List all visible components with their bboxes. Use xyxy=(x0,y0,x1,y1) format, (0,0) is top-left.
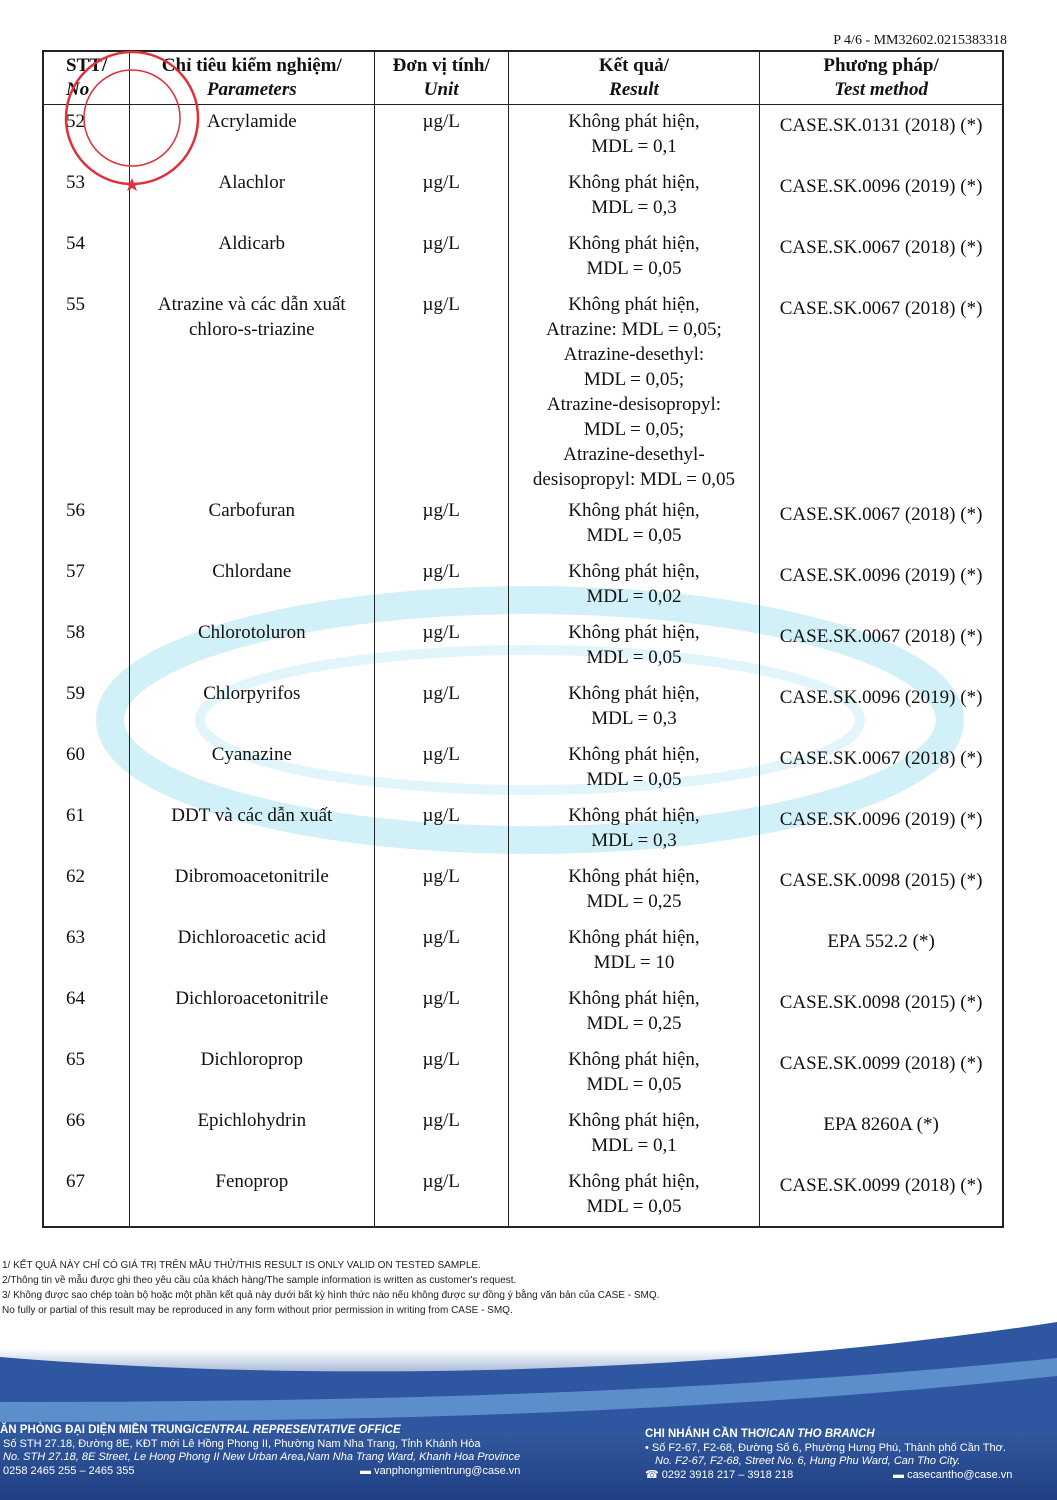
table-row xyxy=(43,105,1003,167)
result-line: MDL = 0,02 xyxy=(586,586,682,607)
result-line: Không phát hiện, xyxy=(568,111,700,132)
parameter-cell xyxy=(130,494,375,555)
method-cell: EPA 8260A (*) xyxy=(760,1104,1003,1165)
result-line: MDL = 0,05 xyxy=(586,525,682,546)
unit-cell: µg/L xyxy=(374,105,508,167)
result-line: Không phát hiện, xyxy=(568,927,700,948)
result-line: Không phát hiện, xyxy=(568,1110,700,1131)
result-line: Atrazine-desisopropyl: xyxy=(546,394,722,415)
unit-cell: µg/L xyxy=(374,1104,508,1165)
table-row xyxy=(43,288,1003,494)
row-number: 54 xyxy=(43,227,130,288)
central-office xyxy=(0,1424,533,1478)
parameter-cell xyxy=(130,227,375,288)
header-vi: Chỉ tiêu kiểm nghiệm/ xyxy=(161,55,342,76)
parameter-name: Dichloroacetic acid xyxy=(177,927,326,948)
unit-cell: µg/L xyxy=(374,616,508,677)
result-line: Không phát hiện, xyxy=(568,1049,700,1070)
table-row xyxy=(43,1104,1003,1165)
result-line: MDL = 0,25 xyxy=(586,891,682,912)
row-number: 67 xyxy=(43,1165,130,1227)
parameter-name: Fenoprop xyxy=(215,1171,289,1192)
parameter-cell xyxy=(130,1165,375,1227)
result-line: MDL = 10 xyxy=(593,952,675,973)
parameter-name: Atrazine và các dẫn xuất xyxy=(157,294,346,315)
parameter-name: Dichloroacetonitrile xyxy=(175,988,329,1009)
header-en: Unit xyxy=(423,79,459,100)
parameter-cell xyxy=(130,860,375,921)
header-en: No xyxy=(66,79,90,100)
footnotes xyxy=(2,1258,659,1318)
table-row xyxy=(43,616,1003,677)
parameter-cell xyxy=(130,105,375,167)
branch-title-en: CAN THO BRANCH xyxy=(769,1428,875,1440)
office-email[interactable]: ▬ vanphongmientrung@case.vn xyxy=(360,1464,521,1477)
result-cell xyxy=(508,860,759,921)
branch-address: Số F2-67, F2-68, Đường Số 6, Phường Hưng Phú, Thành phố Cần Thơ. xyxy=(651,1441,1006,1454)
method-cell: CASE.SK.0099 (2018) (*) xyxy=(760,1043,1003,1104)
row-number: 61 xyxy=(43,799,130,860)
branch-title: CHI NHÁNH CẦN THƠ/ xyxy=(645,1428,770,1440)
table-row xyxy=(43,799,1003,860)
result-line: desisopropyl: MDL = 0,05 xyxy=(532,469,736,490)
method-cell: CASE.SK.0096 (2019) (*) xyxy=(760,555,1003,616)
result-line: MDL = 0,05; xyxy=(583,369,685,390)
method-cell: CASE.SK.0067 (2018) (*) xyxy=(760,288,1003,494)
row-number: 60 xyxy=(43,738,130,799)
table-row xyxy=(43,494,1003,555)
branch-address-en: No. F2-67, F2-68, Street No. 6, Hung Phu Ward, Can Tho City. xyxy=(655,1455,961,1467)
office-phone: 0258 2465 255 – 2465 355 xyxy=(3,1464,135,1477)
column-header xyxy=(43,51,130,105)
result-line: MDL = 0,25 xyxy=(586,1013,682,1034)
parameter-cell xyxy=(130,1104,375,1165)
row-number: 58 xyxy=(43,616,130,677)
result-line: Không phát hiện, xyxy=(568,622,700,643)
unit-cell: µg/L xyxy=(374,166,508,227)
result-cell xyxy=(508,982,759,1043)
unit-cell: µg/L xyxy=(374,921,508,982)
cantho-branch xyxy=(645,1428,1015,1482)
method-cell: EPA 552.2 (*) xyxy=(760,921,1003,982)
parameter-cell xyxy=(130,677,375,738)
parameter-name: Chlorpyrifos xyxy=(203,683,301,704)
result-line: Không phát hiện, xyxy=(568,988,700,1009)
result-line: Không phát hiện, xyxy=(568,500,700,521)
parameter-name: Epichlohydrin xyxy=(197,1110,307,1131)
row-number: 66 xyxy=(43,1104,130,1165)
result-cell xyxy=(508,555,759,616)
header-en: Parameters xyxy=(206,79,297,100)
method-cell: CASE.SK.0099 (2018) (*) xyxy=(760,1165,1003,1227)
result-line: Không phát hiện, xyxy=(568,683,700,704)
row-number: 57 xyxy=(43,555,130,616)
unit-cell: µg/L xyxy=(374,288,508,494)
unit-cell: µg/L xyxy=(374,982,508,1043)
table-row xyxy=(43,982,1003,1043)
result-cell xyxy=(508,738,759,799)
method-cell: CASE.SK.0067 (2018) (*) xyxy=(760,227,1003,288)
parameter-name: Aldicarb xyxy=(218,233,286,254)
result-line: Atrazine-desethyl- xyxy=(563,444,705,465)
result-cell xyxy=(508,799,759,860)
result-line: MDL = 0,1 xyxy=(591,136,677,157)
header-vi: Đơn vị tính/ xyxy=(392,55,490,76)
result-line: Không phát hiện, xyxy=(568,1171,700,1192)
parameter-cell xyxy=(130,616,375,677)
table-row xyxy=(43,555,1003,616)
parameter-cell xyxy=(130,1043,375,1104)
parameter-name: Alachlor xyxy=(218,172,286,193)
method-cell: CASE.SK.0067 (2018) (*) xyxy=(760,738,1003,799)
wave-decoration xyxy=(0,1322,1057,1432)
parameter-cell xyxy=(130,555,375,616)
note: 3/ Không được sao chép toàn bộ hoặc một phần kết quả này dưới bất kỳ hình thức nào nếu không được sự đồng ý bằng văn bản của CASE - SMQ. xyxy=(2,1290,660,1301)
column-header xyxy=(130,51,375,105)
office-address-en: No. STH 27.18, 8E Street, Le Hong Phong II New Urban Area,Nam Nha Trang Ward, Khanh Hoa Province xyxy=(3,1451,521,1463)
row-number: 55 xyxy=(43,288,130,494)
result-cell xyxy=(508,227,759,288)
parameter-cell xyxy=(130,738,375,799)
parameter-name: Cyanazine xyxy=(211,744,292,765)
note: 1/ KẾT QUẢ NÀY CHỈ CÓ GIÁ TRỊ TRÊN MẪU THỬ/THIS RESULT IS ONLY VALID ON TESTED SAMPLE. xyxy=(2,1260,481,1271)
note: 2/Thông tin về mẫu được ghi theo yêu cầu của khách hàng/The sample information is written as customer's request. xyxy=(2,1275,517,1286)
result-line: Atrazine-desethyl: xyxy=(563,344,705,365)
header-en: Result xyxy=(609,79,659,100)
result-cell xyxy=(508,494,759,555)
phone-icon: ☎ xyxy=(645,1468,659,1481)
result-cell xyxy=(508,921,759,982)
email-text[interactable]: casecantho@case.vn xyxy=(907,1468,1013,1481)
unit-cell: µg/L xyxy=(374,1043,508,1104)
table-row xyxy=(43,860,1003,921)
footer-banner xyxy=(0,1322,1057,1500)
unit-cell: µg/L xyxy=(374,1165,508,1227)
branch-phone: 0292 3918 217 – 3918 218 xyxy=(661,1468,794,1481)
parameter-name: Dibromoacetonitrile xyxy=(174,866,329,887)
result-line: MDL = 0,05 xyxy=(586,258,682,279)
header-en: Test method xyxy=(834,79,928,100)
row-number: 59 xyxy=(43,677,130,738)
table-row xyxy=(43,227,1003,288)
row-number: 62 xyxy=(43,860,130,921)
unit-cell: µg/L xyxy=(374,494,508,555)
result-line: MDL = 0,1 xyxy=(591,1135,677,1156)
result-cell xyxy=(508,1043,759,1104)
method-cell: CASE.SK.0067 (2018) (*) xyxy=(760,616,1003,677)
row-number: 56 xyxy=(43,494,130,555)
results-table xyxy=(42,50,1004,1228)
result-line: Atrazine: MDL = 0,05; xyxy=(546,319,722,340)
method-cell: CASE.SK.0098 (2015) (*) xyxy=(760,860,1003,921)
result-cell xyxy=(508,1104,759,1165)
row-number: 63 xyxy=(43,921,130,982)
branch-email[interactable]: ▬ casecantho@case.vn xyxy=(893,1468,1013,1481)
table-row xyxy=(43,738,1003,799)
page-reference: P 4/6 - MM32602.0215383318 xyxy=(833,33,1007,48)
result-cell xyxy=(508,616,759,677)
office-address: Số STH 27.18, Đường 8E, KĐT mới Lê Hồng Phong II, Phường Nam Nha Trang, Tỉnh Khánh Hòa xyxy=(3,1437,481,1450)
result-cell xyxy=(508,677,759,738)
result-line: Không phát hiện, xyxy=(568,561,700,582)
parameter-cell xyxy=(130,921,375,982)
header-vi: Kết quả/ xyxy=(598,55,670,76)
method-cell: CASE.SK.0098 (2015) (*) xyxy=(760,982,1003,1043)
row-number: 65 xyxy=(43,1043,130,1104)
parameter-cell xyxy=(130,166,375,227)
result-line: MDL = 0,05 xyxy=(586,1196,682,1217)
table-row xyxy=(43,921,1003,982)
email-text[interactable]: vanphongmientrung@case.vn xyxy=(374,1464,521,1477)
unit-cell: µg/L xyxy=(374,799,508,860)
table-row xyxy=(43,1165,1003,1227)
header-vi: STT/ xyxy=(66,55,108,76)
result-line: MDL = 0,3 xyxy=(591,197,677,218)
result-line: MDL = 0,05 xyxy=(586,647,682,668)
result-line: MDL = 0,3 xyxy=(591,830,677,851)
unit-cell: µg/L xyxy=(374,677,508,738)
unit-cell: µg/L xyxy=(374,555,508,616)
parameter-name: Chlordane xyxy=(212,561,292,582)
result-line: MDL = 0,05; xyxy=(583,419,685,440)
result-cell xyxy=(508,105,759,167)
result-line: Không phát hiện, xyxy=(568,233,700,254)
result-cell xyxy=(508,166,759,227)
result-line: MDL = 0,05 xyxy=(586,769,682,790)
method-cell: CASE.SK.0131 (2018) (*) xyxy=(760,105,1003,167)
parameter-cell xyxy=(130,799,375,860)
result-line: Không phát hiện, xyxy=(568,744,700,765)
column-header xyxy=(508,51,759,105)
office-title: ĂN PHÒNG ĐẠI DIỆN MIỀN TRUNG/ xyxy=(0,1424,195,1436)
row-number: 52 xyxy=(43,105,130,167)
result-line: Không phát hiện, xyxy=(568,294,700,315)
method-cell: CASE.SK.0067 (2018) (*) xyxy=(760,494,1003,555)
header-vi: Phương pháp/ xyxy=(823,55,939,76)
result-line: Không phát hiện, xyxy=(568,172,700,193)
parameter-cell xyxy=(130,982,375,1043)
result-line: MDL = 0,05 xyxy=(586,1074,682,1095)
unit-cell: µg/L xyxy=(374,860,508,921)
unit-cell: µg/L xyxy=(374,738,508,799)
column-header xyxy=(760,51,1003,105)
method-cell: CASE.SK.0096 (2019) (*) xyxy=(760,677,1003,738)
result-cell xyxy=(508,1165,759,1227)
parameter-cell xyxy=(130,288,375,494)
column-header xyxy=(374,51,508,105)
result-line: MDL = 0,3 xyxy=(591,708,677,729)
unit-cell: µg/L xyxy=(374,227,508,288)
parameter-name: Dichloroprop xyxy=(200,1049,303,1070)
result-cell xyxy=(508,288,759,494)
parameter-name: DDT và các dẫn xuất xyxy=(171,805,333,826)
table-row xyxy=(43,1043,1003,1104)
table-row xyxy=(43,677,1003,738)
row-number: 53 xyxy=(43,166,130,227)
table-row xyxy=(43,166,1003,227)
location-pin-icon: • xyxy=(645,1441,649,1454)
note: No fully or partial of this result may be reproduced in any form without prior permission in writing from CASE - SMQ. xyxy=(2,1305,513,1316)
parameter-name: Acrylamide xyxy=(206,111,297,132)
method-cell: CASE.SK.0096 (2019) (*) xyxy=(760,166,1003,227)
office-title-en: CENTRAL REPRESENTATIVE OFFICE xyxy=(194,1424,401,1436)
result-line: Không phát hiện, xyxy=(568,805,700,826)
row-number: 64 xyxy=(43,982,130,1043)
result-line: Không phát hiện, xyxy=(568,866,700,887)
method-cell: CASE.SK.0096 (2019) (*) xyxy=(760,799,1003,860)
parameter-name: Chlorotoluron xyxy=(197,622,306,643)
parameter-name: Carbofuran xyxy=(208,500,296,521)
parameter-name: chloro-s-triazine xyxy=(189,319,315,340)
